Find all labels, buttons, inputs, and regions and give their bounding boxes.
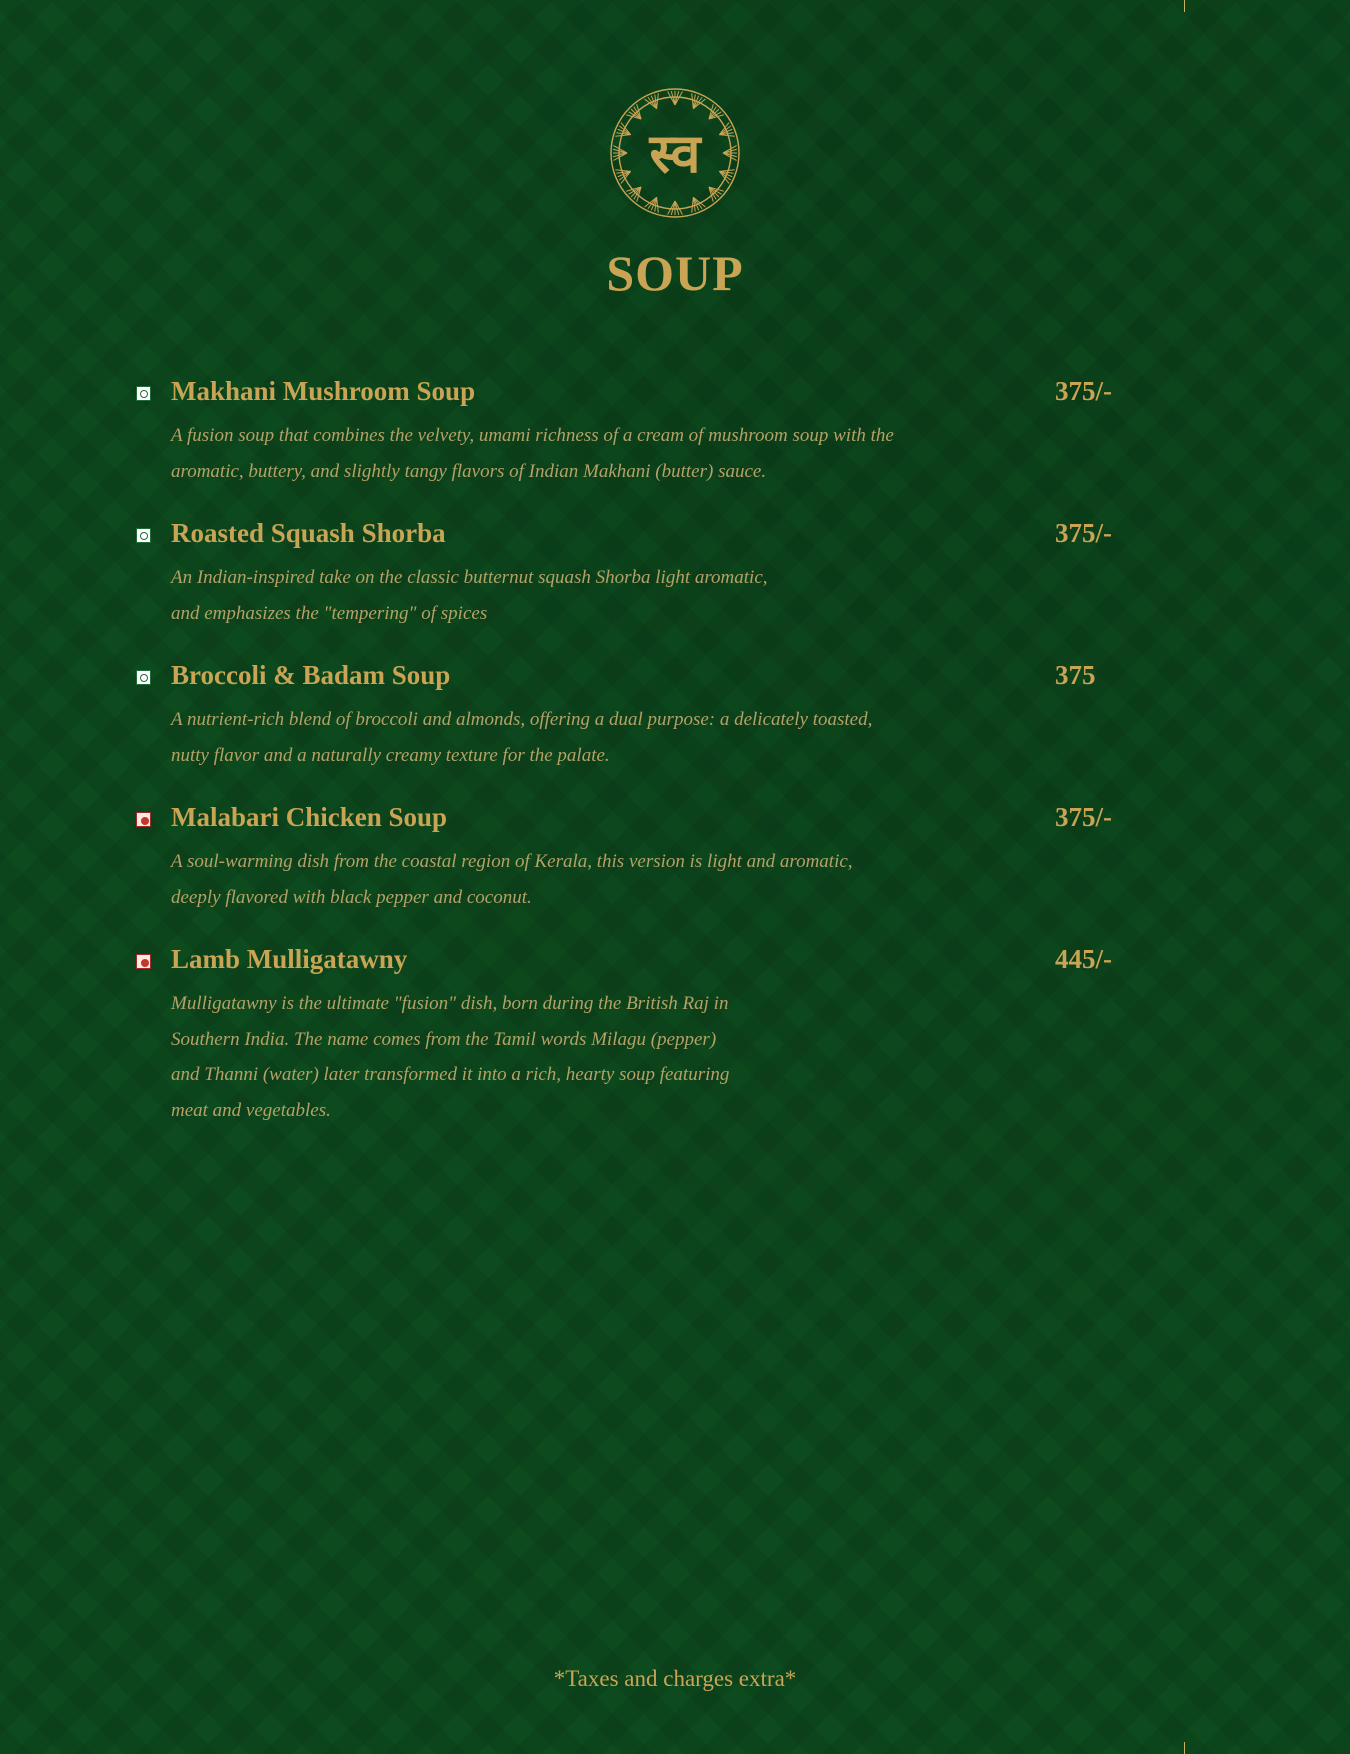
description-line: nutty flavor and a naturally creamy texture for the palate.	[171, 744, 610, 766]
veg-indicator-icon	[136, 386, 151, 401]
item-description	[171, 986, 971, 1128]
item-name: Broccoli & Badam Soup	[171, 660, 451, 690]
description-line: An Indian-inspired take on the classic butternut squash Shorba light aromatic,	[171, 567, 768, 588]
item-price: 375/-	[1055, 518, 1112, 548]
nonveg-indicator-icon	[136, 954, 151, 969]
nonveg-indicator-icon	[136, 812, 151, 827]
item-name: Malabari Chicken Soup	[171, 802, 448, 832]
veg-indicator-icon	[136, 670, 151, 685]
description-line: A soul-warming dish from the coastal region of Kerala, this version is light and aromatic,	[171, 851, 853, 872]
description-line: deeply flavored with black pepper and coconut.	[171, 886, 532, 908]
item-description	[171, 418, 971, 489]
logo-emblem-icon	[608, 86, 742, 220]
item-description	[171, 702, 971, 773]
item-description	[171, 844, 971, 915]
footer-note: *Taxes and charges extra*	[553, 1666, 797, 1691]
item-description	[171, 560, 971, 631]
description-line: A fusion soup that combines the velvety, umami richness of a cream of mushroom soup with the	[171, 425, 894, 446]
description-line: and emphasizes the "tempering" of spices	[171, 602, 488, 624]
item-price: 375/-	[1055, 376, 1112, 406]
item-name: Makhani Mushroom Soup	[171, 376, 476, 406]
description-line: aromatic, buttery, and slightly tangy flavors of Indian Makhani (butter) sauce.	[171, 460, 767, 482]
item-price: 375	[1055, 660, 1096, 690]
page-title: SOUP	[606, 245, 744, 301]
item-name: Lamb Mulligatawny	[171, 944, 408, 974]
description-line: meat and vegetables.	[171, 1099, 331, 1121]
description-line: Mulligatawny is the ultimate "fusion" dish, born during the British Raj in	[171, 993, 729, 1014]
description-line: Southern India. The name comes from the Tamil words Milagu (pepper)	[171, 1028, 717, 1050]
crop-mark-bottom	[1184, 1742, 1185, 1754]
item-name: Roasted Squash Shorba	[171, 518, 446, 548]
item-price: 375/-	[1055, 802, 1112, 832]
veg-indicator-icon	[136, 528, 151, 543]
description-line: A nutrient-rich blend of broccoli and almonds, offering a dual purpose: a delicately toasted,	[171, 709, 873, 730]
crop-mark-top	[1184, 0, 1185, 12]
item-price: 445/-	[1055, 944, 1112, 974]
logo-glyph: स्व	[649, 122, 701, 185]
description-line: and Thanni (water) later transformed it into a rich, hearty soup featuring	[171, 1064, 730, 1085]
